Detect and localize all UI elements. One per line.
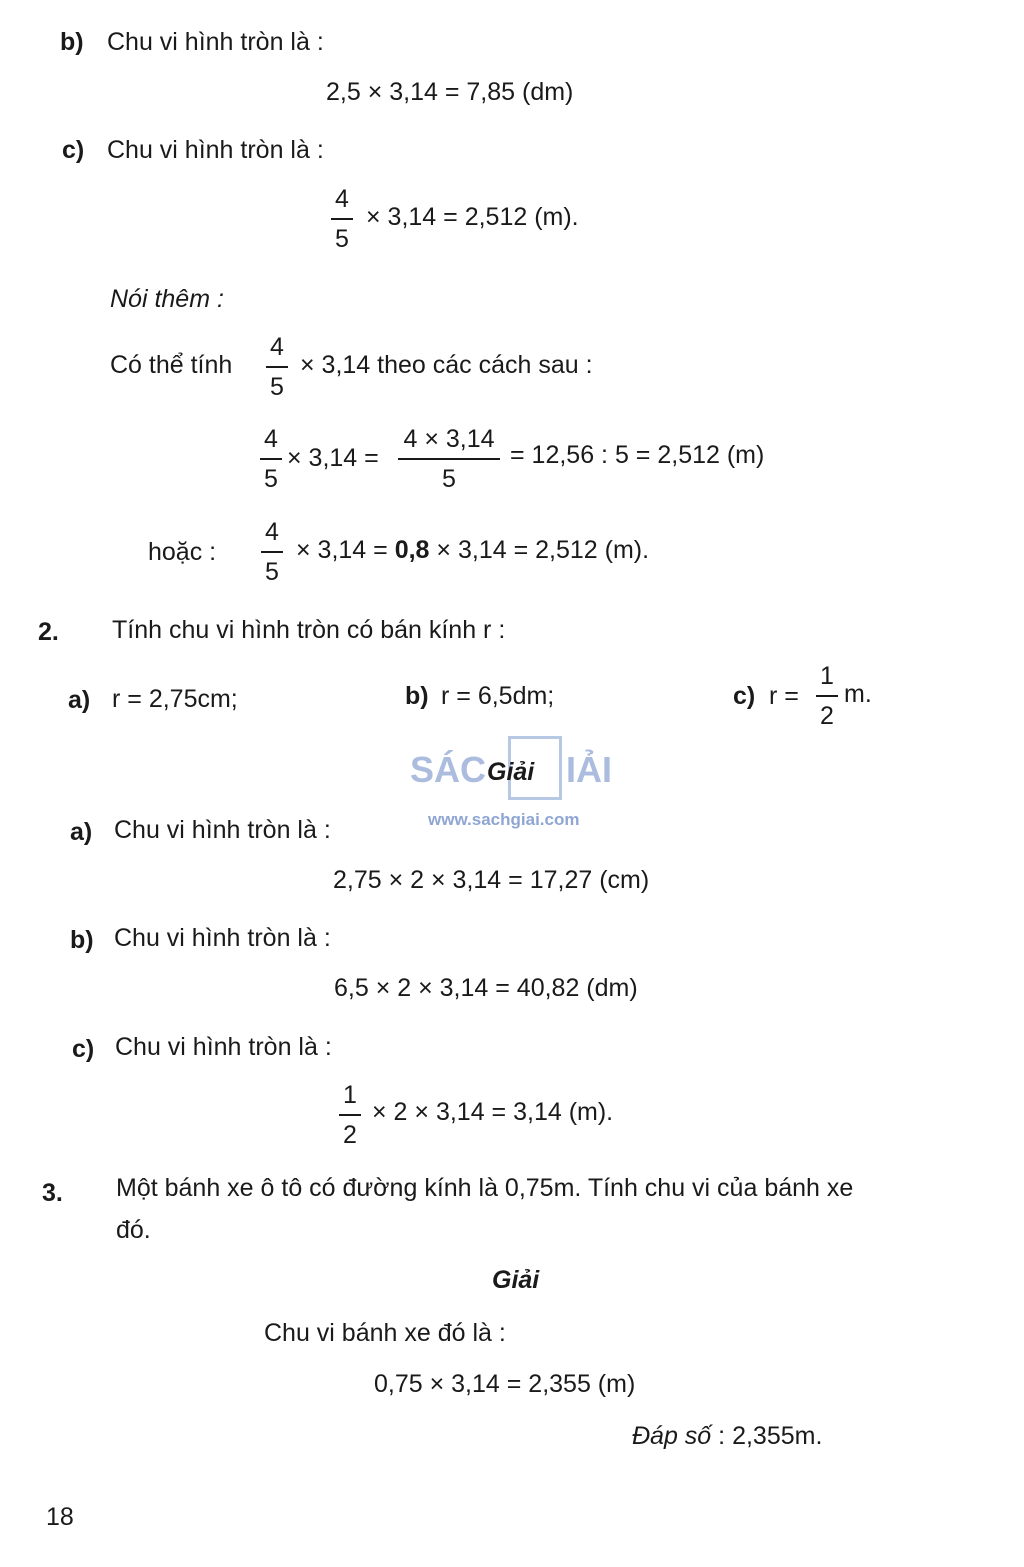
watermark-right: IẢI: [566, 749, 613, 790]
fraction-4x314-5: [396, 427, 502, 492]
fraction-1-2: [337, 1083, 363, 1148]
watermark-left: SÁC: [410, 749, 487, 790]
fraction-1-2: [814, 664, 840, 729]
fraction-4-5: [264, 335, 290, 400]
ex2-c-label: c): [733, 682, 756, 710]
method2-rest: × 3,14 = 2,512 (m).: [436, 536, 650, 564]
denominator: 5: [442, 465, 456, 493]
exercise-2-question: Tính chu vi hình tròn có bán kính r :: [112, 616, 506, 644]
answer-value: : 2,355m.: [718, 1422, 823, 1450]
watermark-url: www.sachgiai.com: [428, 810, 580, 829]
numerator: 1: [820, 662, 834, 690]
page-number: 18: [46, 1503, 74, 1531]
ex2-c-value: r =: [769, 682, 799, 710]
item-c-text: Chu vi hình tròn là :: [107, 136, 324, 164]
item-b-calc: 2,5 × 3,14 = 7,85 (dm): [326, 78, 574, 106]
sol-a-text: Chu vi hình tròn là :: [114, 816, 331, 844]
note-title: Nói thêm :: [110, 285, 224, 313]
item-b-label: b): [60, 28, 84, 56]
numerator: 4: [264, 425, 278, 453]
method2-bold-value: 0,8: [394, 536, 430, 564]
ex3-calc: 0,75 × 3,14 = 2,355 (m): [374, 1370, 636, 1398]
ex3-answer: [632, 1424, 822, 1449]
ex2-a-label: a): [68, 686, 91, 714]
numerator: 4 × 3,14: [403, 425, 495, 453]
method1-rest: = 12,56 : 5 = 2,512 (m): [510, 441, 765, 469]
denominator: 2: [343, 1121, 357, 1149]
numerator: 4: [265, 518, 279, 546]
exercise-2-number: 2.: [38, 618, 59, 646]
numerator: 1: [343, 1081, 357, 1109]
method2-calc: [296, 538, 649, 563]
exercise-3-question-line2: đó.: [116, 1216, 151, 1244]
denominator: 5: [335, 225, 349, 253]
answer-label: Đáp số: [632, 1422, 712, 1450]
denominator: 5: [265, 558, 279, 586]
sol-a-calc: 2,75 × 2 × 3,14 = 17,27 (cm): [333, 866, 650, 894]
fraction-4-5: [258, 427, 284, 492]
denominator: 2: [820, 702, 834, 730]
sol-c-calc: × 2 × 3,14 = 3,14 (m).: [372, 1098, 614, 1126]
numerator: 4: [335, 185, 349, 213]
item-b-text: Chu vi hình tròn là :: [107, 28, 324, 56]
sol-a-label: a): [70, 818, 93, 846]
solution-heading: Giải: [487, 758, 535, 786]
exercise-3-question-line1: Một bánh xe ô tô có đường kính là 0,75m. Tính chu vi của bánh xe: [116, 1174, 854, 1202]
solution-heading: Giải: [492, 1266, 540, 1294]
note-intro-post: × 3,14 theo các cách sau :: [300, 351, 593, 379]
numerator: 4: [270, 333, 284, 361]
sol-b-calc: 6,5 × 2 × 3,14 = 40,82 (dm): [334, 974, 638, 1002]
ex2-b-value: r = 6,5dm;: [441, 682, 555, 710]
denominator: 5: [264, 465, 278, 493]
ex3-line1: Chu vi bánh xe đó là :: [264, 1319, 506, 1347]
method1-mid: × 3,14 =: [287, 444, 379, 472]
ex2-c-unit: m.: [844, 680, 872, 708]
sol-b-label: b): [70, 926, 94, 954]
item-c-label: c): [62, 136, 85, 164]
ex2-b-label: b): [405, 682, 429, 710]
item-c-calc: × 3,14 = 2,512 (m).: [366, 203, 579, 231]
ex2-a-value: r = 2,75cm;: [112, 685, 238, 713]
method2-label: hoặc :: [148, 538, 217, 566]
exercise-3-number: 3.: [42, 1179, 63, 1207]
sol-c-text: Chu vi hình tròn là :: [115, 1033, 332, 1061]
sol-b-text: Chu vi hình tròn là :: [114, 924, 331, 952]
sol-c-label: c): [72, 1035, 95, 1063]
denominator: 5: [270, 373, 284, 401]
fraction-4-5: [259, 520, 285, 585]
fraction-4-5: [329, 187, 355, 252]
note-intro-pre: Có thể tính: [110, 351, 233, 379]
method2-mid: × 3,14 =: [296, 536, 388, 564]
